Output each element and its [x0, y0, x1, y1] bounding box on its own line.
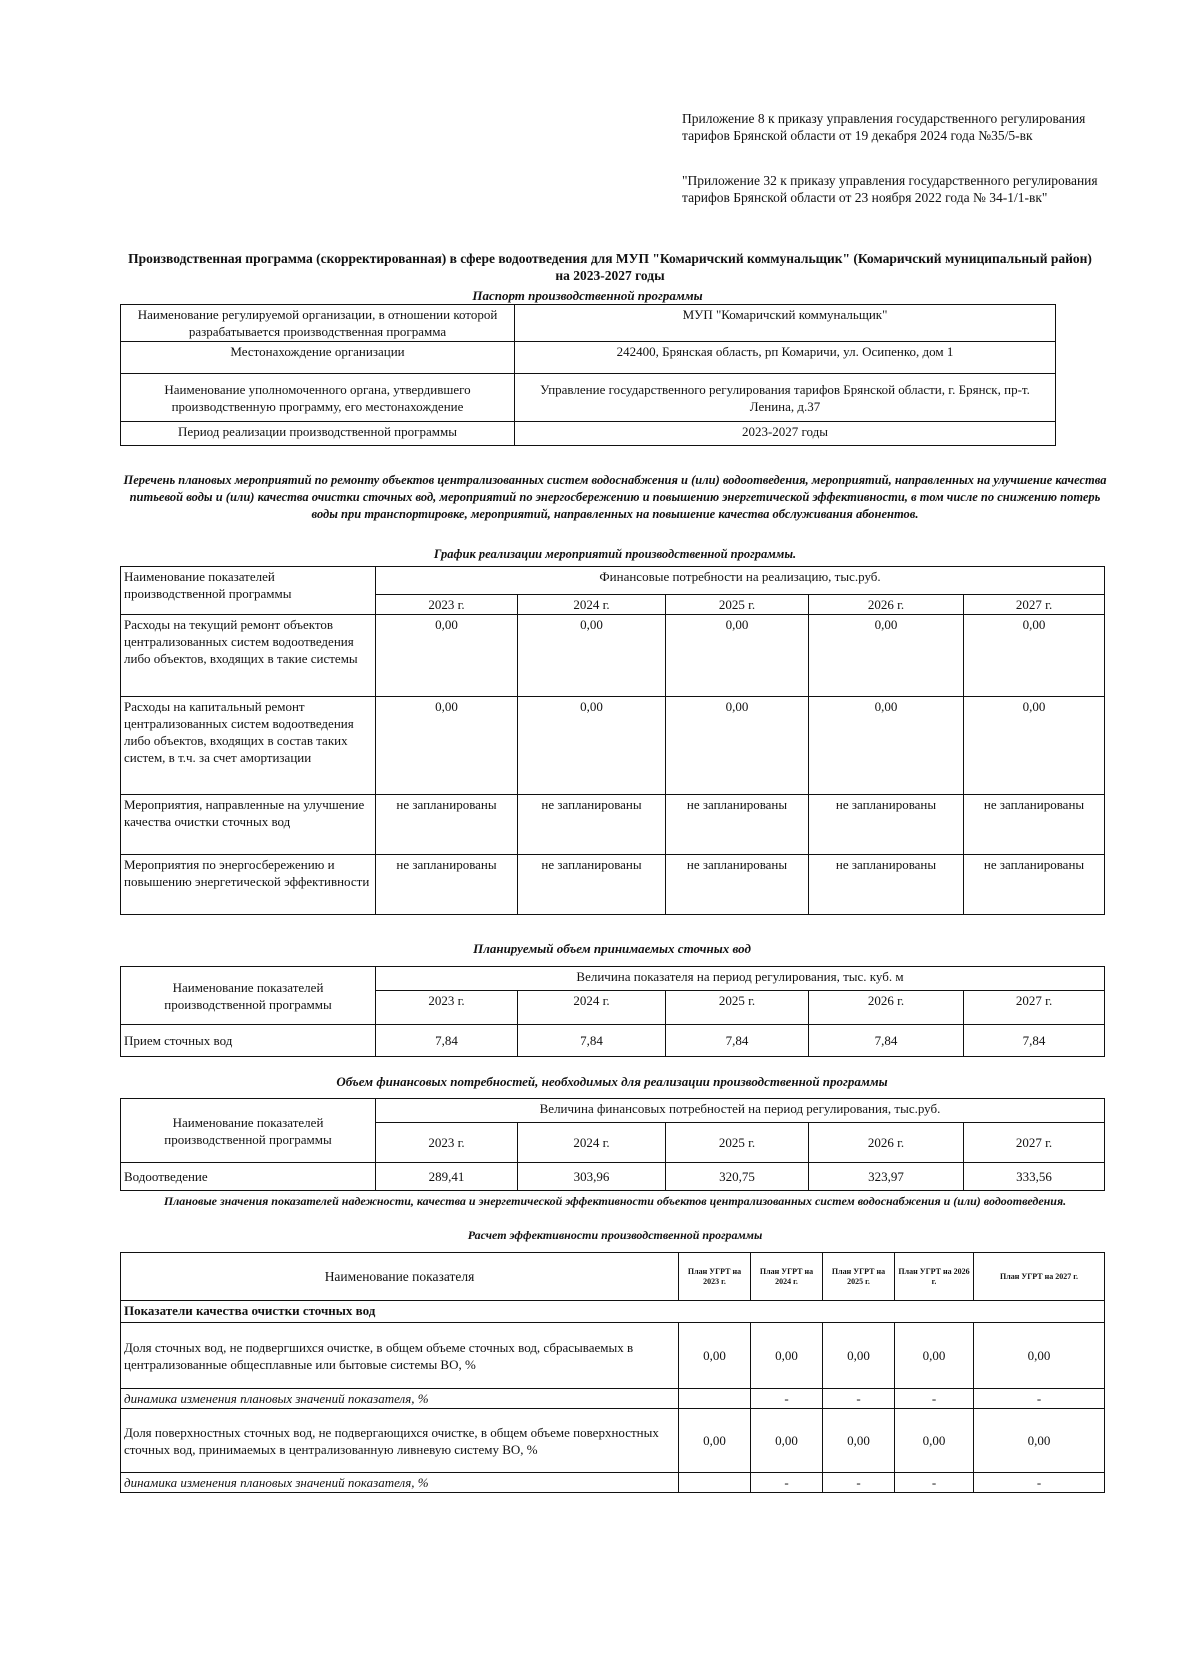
efficiency-caption: Расчет эффективности производственной программы — [467, 1228, 763, 1242]
year-header: 2023 г. — [376, 1123, 518, 1163]
plan-header: План УГРТ на 2025 г. — [823, 1253, 895, 1301]
dynamics-row-name: динамика изменения плановых значений показателя, % — [121, 1389, 679, 1409]
passport-value: Управление государственного регулирования тарифов Брянской области, г. Брянск, пр-т. Ленина, д.37 — [515, 374, 1056, 422]
volume-cell: 7,84 — [518, 1025, 666, 1057]
efficiency-row-name: Доля поверхностных сточных вод, не подвергающихся очистке, в общем объеме поверхностных сточных вод, принимаемых в централизованную ливневую систему ВО, % — [121, 1409, 679, 1473]
year-header: 2026 г. — [809, 991, 964, 1025]
schedule-cell: не запланированы — [666, 855, 809, 915]
finance-caption: Объем финансовых потребностей, необходимых для реализации производственной программы — [336, 1074, 888, 1089]
schedule-cell: 0,00 — [518, 615, 666, 697]
year-header: 2024 г. — [518, 1123, 666, 1163]
dynamics-row-name: динамика изменения плановых значений показателя, % — [121, 1473, 679, 1493]
schedule-cell: не запланированы — [809, 855, 964, 915]
passport-value: МУП "Комаричский коммунальщик" — [515, 305, 1056, 342]
schedule-cell: не запланированы — [666, 795, 809, 855]
finance-cell: 333,56 — [964, 1163, 1105, 1191]
volume-header-name: Наименование показателей производственной программы — [121, 967, 376, 1025]
efficiency-cell: 0,00 — [823, 1409, 895, 1473]
volume-cell: 7,84 — [666, 1025, 809, 1057]
year-header: 2027 г. — [964, 991, 1105, 1025]
passport-label: Наименование уполномоченного органа, утвердившего производственную программу, его местонахождение — [121, 374, 515, 422]
plan-header: План УГРТ на 2027 г. — [974, 1253, 1105, 1301]
efficiency-cell: 0,00 — [679, 1323, 751, 1389]
efficiency-cell: 0,00 — [679, 1409, 751, 1473]
passport-label: Наименование регулируемой организации, в отношении которой разрабатывается производственная программа — [121, 305, 515, 342]
volume-row-name: Прием сточных вод — [121, 1025, 376, 1057]
finance-row-name: Водоотведение — [121, 1163, 376, 1191]
plan-header: План УГРТ на 2023 г. — [679, 1253, 751, 1301]
dynamics-cell: - — [751, 1473, 823, 1493]
efficiency-cell: 0,00 — [751, 1409, 823, 1473]
volume-cell: 7,84 — [809, 1025, 964, 1057]
dynamics-cell: - — [751, 1389, 823, 1409]
appendix-line-2: "Приложение 32 к приказу управления государственного регулирования тарифов Брянской области от 23 ноября 2022 года № 34-1/1-вк" — [682, 173, 1098, 205]
schedule-table — [120, 566, 1105, 915]
year-header: 2025 г. — [666, 595, 809, 615]
volume-table — [120, 966, 1105, 1057]
volume-cell: 7,84 — [964, 1025, 1105, 1057]
passport-value: 2023-2027 годы — [515, 422, 1056, 446]
schedule-header-fin: Финансовые потребности на реализацию, тыс.руб. — [376, 567, 1105, 595]
year-header: 2027 г. — [964, 1123, 1105, 1163]
schedule-cell: 0,00 — [666, 697, 809, 795]
schedule-cell: 0,00 — [809, 697, 964, 795]
schedule-row-name: Расходы на текущий ремонт объектов централизованных систем водоотведения либо объектов, входящих в такие системы — [121, 615, 376, 697]
section-title: Показатели качества очистки сточных вод — [121, 1301, 1105, 1323]
efficiency-cell: 0,00 — [751, 1323, 823, 1389]
efficiency-cell: 0,00 — [974, 1323, 1105, 1389]
passport-label: Период реализации производственной программы — [121, 422, 515, 446]
volume-cell: 7,84 — [376, 1025, 518, 1057]
plan-header: План УГРТ на 2024 г. — [751, 1253, 823, 1301]
schedule-cell: не запланированы — [376, 795, 518, 855]
schedule-row-name: Расходы на капитальный ремонт централизованных систем водоотведения либо объектов, входящих в состав таких систем, в т.ч. за счет амортизации — [121, 697, 376, 795]
schedule-row-name: Мероприятия, направленные на улучшение качества очистки сточных вод — [121, 795, 376, 855]
schedule-cell: не запланированы — [809, 795, 964, 855]
passport-value: 242400, Брянская область, рп Комаричи, ул. Осипенко, дом 1 — [515, 342, 1056, 374]
efficiency-cell: 0,00 — [974, 1409, 1105, 1473]
schedule-row-name: Мероприятия по энергосбережению и повышению энергетической эффективности — [121, 855, 376, 915]
year-header: 2024 г. — [518, 991, 666, 1025]
volume-header-val: Величина показателя на период регулирования, тыс. куб. м — [376, 967, 1105, 991]
schedule-header-name: Наименование показателей производственной программы — [121, 567, 376, 615]
schedule-caption: График реализации мероприятий производственной программы. — [433, 547, 797, 561]
finance-header-val: Величина финансовых потребностей на период регулирования, тыс.руб. — [376, 1099, 1105, 1123]
finance-cell: 289,41 — [376, 1163, 518, 1191]
efficiency-table — [120, 1252, 1105, 1493]
schedule-cell: не запланированы — [964, 795, 1105, 855]
finance-header-name: Наименование показателей производственной программы — [121, 1099, 376, 1163]
appendix-line-1: Приложение 8 к приказу управления государственного регулирования тарифов Брянской области от 19 декабря 2024 года №35/5-вк — [682, 111, 1086, 143]
schedule-cell: 0,00 — [964, 615, 1105, 697]
efficiency-cell: 0,00 — [823, 1323, 895, 1389]
efficiency-header-name: Наименование показателя — [121, 1253, 679, 1301]
dynamics-cell: - — [974, 1389, 1105, 1409]
dynamics-cell — [679, 1473, 751, 1493]
schedule-cell: 0,00 — [809, 615, 964, 697]
efficiency-row-name: Доля сточных вод, не подвергшихся очистке, в общем объеме сточных вод, сбрасываемых в централизованные общесплавные или бытовые системы ВО, % — [121, 1323, 679, 1389]
schedule-cell: 0,00 — [518, 697, 666, 795]
finance-cell: 323,97 — [809, 1163, 964, 1191]
schedule-cell: не запланированы — [518, 795, 666, 855]
schedule-cell: не запланированы — [518, 855, 666, 915]
year-header: 2027 г. — [964, 595, 1105, 615]
schedule-cell: 0,00 — [666, 615, 809, 697]
schedule-cell: не запланированы — [376, 855, 518, 915]
year-header: 2025 г. — [666, 991, 809, 1025]
finance-cell: 303,96 — [518, 1163, 666, 1191]
passport-caption: Паспорт производственной программы — [472, 288, 703, 303]
plan-header: План УГРТ на 2026 г. — [895, 1253, 974, 1301]
efficiency-cell: 0,00 — [895, 1323, 974, 1389]
volume-caption: Планируемый объем принимаемых сточных вод — [473, 941, 751, 956]
dynamics-cell — [679, 1389, 751, 1409]
efficiency-cell: 0,00 — [895, 1409, 974, 1473]
year-header: 2026 г. — [809, 595, 964, 615]
reliability-note: Плановые значения показателей надежности, качества и энергетической эффективности объектов централизованных систем водоснабжения и (или) водоотведения. — [163, 1194, 1067, 1208]
measures-note: Перечень плановых мероприятий по ремонту объектов централизованных систем водоснабжения и (или) водоотведения, мероприятий, направленных на улучшение качества питьевой воды и (или) качества очистки сточных вод, мероприятий по энергосбережению и повышению энергетической эффективности, в том числе по снижению потерь воды при транспортировке, мероприятий, направленных на повышение качества обслуживания абонентов. — [123, 473, 1107, 521]
finance-table — [120, 1098, 1105, 1191]
dynamics-cell: - — [823, 1389, 895, 1409]
year-header: 2026 г. — [809, 1123, 964, 1163]
schedule-cell: 0,00 — [376, 615, 518, 697]
dynamics-cell: - — [823, 1473, 895, 1493]
finance-cell: 320,75 — [666, 1163, 809, 1191]
dynamics-cell: - — [895, 1473, 974, 1493]
year-header: 2025 г. — [666, 1123, 809, 1163]
passport-label: Местонахождение организации — [121, 342, 515, 374]
schedule-cell: 0,00 — [964, 697, 1105, 795]
year-header: 2023 г. — [376, 595, 518, 615]
schedule-cell: 0,00 — [376, 697, 518, 795]
year-header: 2023 г. — [376, 991, 518, 1025]
dynamics-cell: - — [895, 1389, 974, 1409]
year-header: 2024 г. — [518, 595, 666, 615]
schedule-cell: не запланированы — [964, 855, 1105, 915]
passport-table — [120, 304, 1056, 446]
page-title: Производственная программа (скорректированная) в сфере водоотведения для МУП "Комаричский коммунальщик" (Комаричский муниципальный район) на 2023-2027 годы — [128, 251, 1092, 283]
dynamics-cell: - — [974, 1473, 1105, 1493]
